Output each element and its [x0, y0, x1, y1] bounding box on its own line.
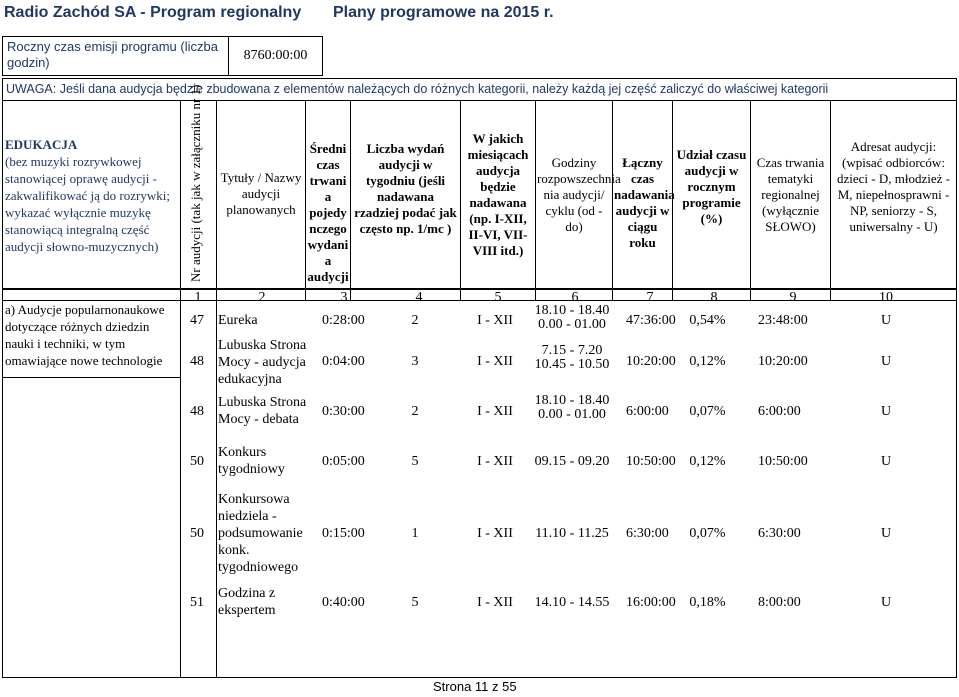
subcategory-cell: [5, 301, 177, 369]
cell-title: Konkursowa niedziela - podsumowanie konk. tygodniowego: [218, 491, 303, 575]
col-number: 10: [879, 290, 893, 305]
note-box: [2, 78, 957, 100]
cell-nr: 51: [190, 594, 204, 610]
cell-count: 5: [411, 594, 419, 610]
cell-avg: 0:04:00: [322, 353, 365, 369]
cell-avg: 0:28:00: [322, 312, 365, 328]
grid-line: [2, 288, 957, 290]
grid-line: [305, 100, 306, 300]
col-header-regional: Czas trwania tematyki regionalnej (wyłącznie SŁOWO): [756, 155, 825, 234]
cell-months: I - XII: [477, 525, 513, 541]
cell-nr: 47: [190, 312, 204, 328]
grid-line: [956, 100, 957, 677]
cell-hours: 11.10 - 11.25: [535, 525, 609, 541]
col-header-nr: Nr audycji (tak jak w załączniku nr 1): [188, 84, 203, 282]
col-number: 5: [494, 290, 502, 305]
cell-months: I - XII: [477, 353, 513, 369]
cell-regional: 6:00:00: [758, 403, 801, 419]
cell-count: 1: [411, 525, 419, 541]
col-header-total: Łączny czas nadawania audycji w ciągu roku: [614, 155, 675, 250]
cell-aud: U: [880, 403, 892, 419]
grid-line: [2, 677, 957, 678]
grid-line: [180, 100, 181, 677]
cell-months: I - XII: [477, 453, 513, 469]
cell-title: Lubuska Strona Mocy - debata: [218, 395, 307, 427]
cell-hours: 09.15 - 09.20: [534, 453, 610, 469]
cell-total: 6:00:00: [626, 403, 669, 419]
grid-line: [350, 100, 351, 300]
cell-title: Godzina z ekspertem: [218, 586, 276, 618]
col-header-audience: Adresat audycji: (wpisać odbiorców: dzieci - D, młodzież - M, niepełnosprawni - NP, seniorzy - S, uniwersalny - U): [837, 139, 950, 234]
col-number: 3: [340, 290, 348, 305]
cell-aud: U: [880, 312, 892, 328]
cell-nr: 48: [190, 353, 204, 369]
col-header-hours: Godziny rozpowszechnia nia audycji/ cyklu (od - do): [537, 155, 621, 234]
document-title: Radio Zachód SA - Program regionalny: [4, 4, 302, 21]
col-number: 2: [258, 290, 266, 305]
col-header-avg: Średni czas trwania pojedynczego wydania audycji: [307, 141, 349, 284]
col-header-share: Udział czasu audycji w rocznym programie (%): [676, 147, 747, 226]
col-header-months: W jakich miesiącach audycja będzie nadawana (np. I-XII, II-VI, VII-VIII itd.): [467, 131, 529, 258]
annual-label-box: [2, 36, 229, 76]
cell-hours: 14.10 - 14.55: [534, 594, 610, 610]
cell-share: 0,18%: [689, 594, 726, 610]
cell-count: 2: [411, 403, 419, 419]
cell-regional: 6:30:00: [758, 525, 801, 541]
cell-regional: 10:20:00: [758, 353, 808, 369]
col-number: 9: [789, 290, 797, 305]
cell-avg: 0:05:00: [322, 453, 365, 469]
grid-line: [612, 100, 613, 300]
cell-hours: 7.15 - 7.20 10.45 - 10.50: [534, 343, 610, 372]
cell-months: I - XII: [477, 403, 513, 419]
cell-share: 0,07%: [689, 403, 726, 419]
cell-nr: 50: [190, 525, 204, 541]
cell-avg: 0:40:00: [322, 594, 365, 610]
grid-line: [2, 100, 957, 101]
col-number: 4: [415, 290, 423, 305]
cell-total: 6:30:00: [626, 525, 669, 541]
cell-aud: U: [880, 353, 892, 369]
cell-regional: 8:00:00: [758, 594, 801, 610]
category-description: (bez muzyki rozrywkowej stanowiącej oprawę audycji - zakwalifikować ją do rozrywki; wykazać wyłącznie muzykę stanowiącą integralną część audycji słowno-muzycznych): [5, 154, 170, 254]
cell-regional: 10:50:00: [758, 453, 808, 469]
cell-share: 0,12%: [689, 453, 726, 469]
col-header-titles: Tytuły / Nazwy audycji planowanych: [220, 170, 302, 217]
cell-months: I - XII: [477, 594, 513, 610]
cell-count: 3: [411, 353, 419, 369]
cell-aud: U: [880, 453, 892, 469]
cell-total: 16:00:00: [626, 594, 676, 610]
grid-line: [535, 100, 536, 300]
grid-line: [830, 100, 831, 300]
category-cell: [5, 136, 177, 255]
annual-label: Roczny czas emisji programu (liczba godzin): [7, 39, 218, 70]
note-text: UWAGA: Jeśli dana audycja będzie zbudowana z elementów należących do różnych kategorii, należy każdą jej część zaliczyć do właściwej kategorii: [6, 82, 829, 96]
grid-line: [750, 100, 751, 300]
cell-title: Lubuska Strona Mocy - audycja edukacyjna: [218, 338, 307, 387]
annual-value-box: [228, 36, 323, 76]
cell-share: 0,07%: [689, 525, 726, 541]
page-footer: Strona 11 z 55: [433, 679, 517, 694]
cell-nr: 48: [190, 403, 204, 419]
cell-title: Konkurs tygodniowy: [218, 445, 285, 477]
cell-avg: 0:30:00: [322, 403, 365, 419]
cell-total: 10:20:00: [626, 353, 676, 369]
cell-count: 5: [411, 453, 419, 469]
cell-regional: 23:48:00: [758, 312, 808, 328]
cell-aud: U: [880, 594, 892, 610]
cell-hours: 18.10 - 18.40 0.00 - 01.00: [534, 303, 610, 332]
col-number: 7: [646, 290, 654, 305]
cell-hours: 18.10 - 18.40 0.00 - 01.00: [534, 393, 610, 422]
col-number: 8: [710, 290, 718, 305]
grid-line: [460, 100, 461, 300]
cell-total: 47:36:00: [626, 312, 676, 328]
annual-value: 8760:00:00: [243, 48, 308, 63]
cell-share: 0,54%: [689, 312, 726, 328]
cell-aud: U: [880, 525, 892, 541]
cell-months: I - XII: [477, 312, 513, 328]
col-number: 1: [194, 290, 202, 305]
cell-total: 10:50:00: [626, 453, 676, 469]
cell-nr: 50: [190, 453, 204, 469]
col-header-count: Liczba wydań audycji w tygodniu (jeśli nadawana rzadziej podać jak często np. 1/mc ): [354, 141, 457, 236]
cell-count: 2: [411, 312, 419, 328]
subcategory-text: a) Audycje popularnonaukowe dotyczące różnych dziedzin nauki i techniki, w tym omawiające nowe technologie: [5, 302, 165, 368]
cell-title: Eureka: [218, 312, 258, 328]
cell-avg: 0:15:00: [322, 525, 365, 541]
category-title: EDUKACJA: [5, 137, 78, 152]
grid-line: [216, 100, 217, 677]
col-number: 6: [571, 290, 579, 305]
grid-line: [2, 100, 3, 677]
plans-title: Plany programowe na 2015 r.: [333, 4, 554, 21]
cell-share: 0,12%: [689, 353, 726, 369]
